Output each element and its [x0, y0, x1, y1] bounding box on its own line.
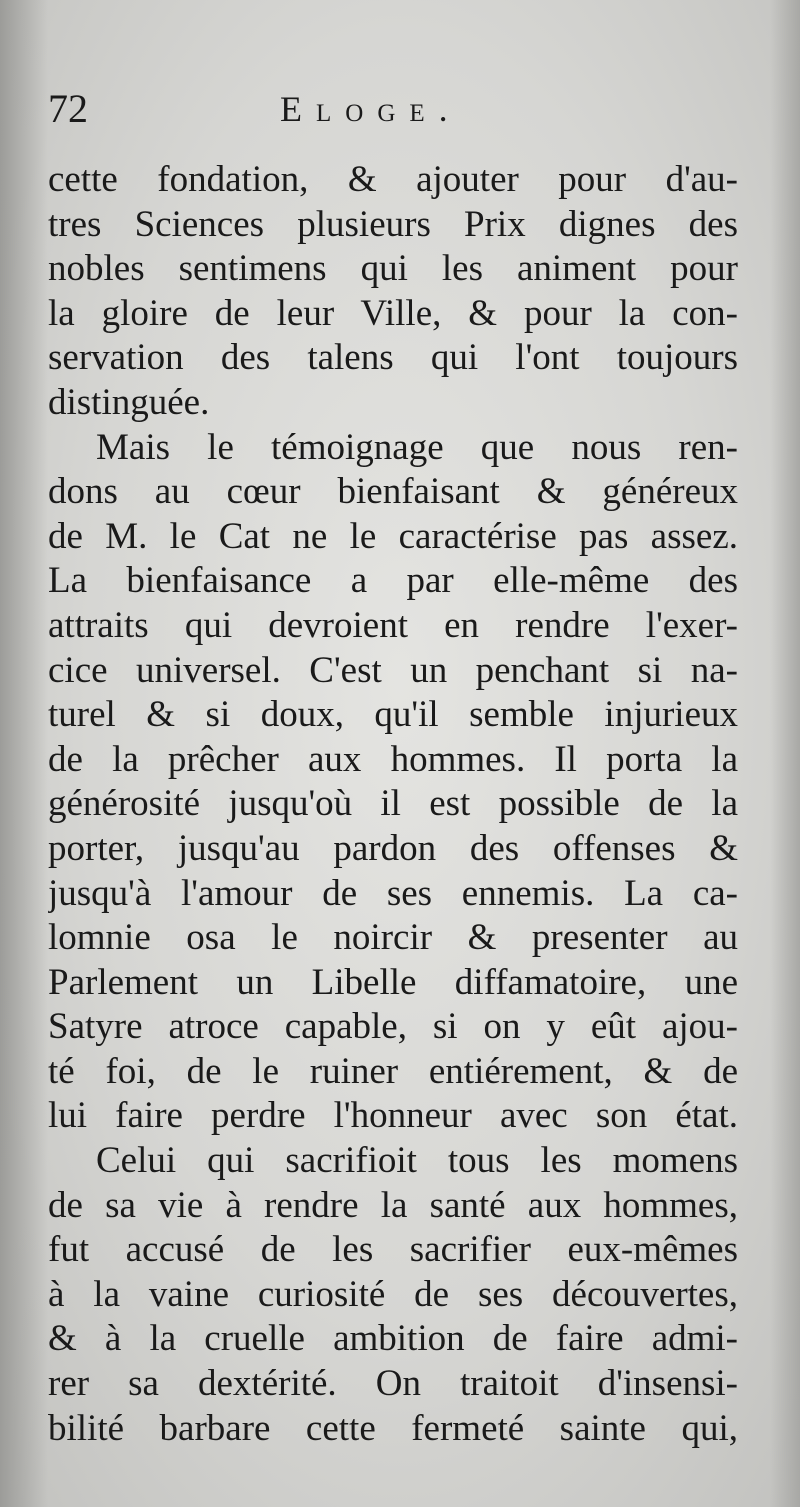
text-line: lomnie osa le noircir & presenter au: [48, 917, 738, 959]
text-line: attraits qui devroient en rendre l'exer-: [48, 604, 738, 646]
text-line: Parlement un Libelle diffamatoire, une: [48, 961, 738, 1003]
text-line: & à la cruelle ambition de faire admi-: [48, 1318, 738, 1360]
text-line: de la prêcher aux hommes. Il porta la: [48, 738, 738, 780]
text-line: de sa vie à rendre la santé aux hommes,: [48, 1184, 738, 1226]
text-line: fut accusé de les sacrifier eux-mêmes: [48, 1229, 738, 1271]
text-line: distinguée.: [48, 381, 210, 423]
edge-shadow: [770, 0, 800, 1507]
text-line: bilité barbare cette fermeté sainte qui,: [48, 1407, 738, 1449]
text-line: la gloire de leur Ville, & pour la con-: [48, 292, 738, 334]
text-line: dons au cœur bienfaisant & généreux: [48, 471, 738, 513]
text-line: servation des talens qui l'ont toujours: [48, 337, 738, 379]
text-line: de M. le Cat ne le caractérise pas assez.: [48, 515, 738, 557]
text-line: Mais le témoignage que nous ren-: [96, 426, 738, 468]
text-line: jusqu'à l'amour de ses ennemis. La ca-: [48, 872, 738, 914]
text-line: turel & si doux, qu'il semble injurieux: [48, 694, 738, 736]
text-line: cette fondation, & ajouter pour d'au-: [48, 159, 738, 200]
text-line: rer sa dextérité. On traitoit d'insensi-: [48, 1363, 738, 1405]
text-line: Celui qui sacrifioit tous les momens: [96, 1140, 738, 1182]
text-line: porter, jusqu'au pardon des offenses &: [48, 827, 738, 869]
text-line: générosité jusqu'où il est possible de la: [48, 783, 738, 825]
text-line: La bienfaisance a par elle-même des: [48, 560, 738, 602]
gutter-shadow: [0, 0, 48, 1507]
text-line: nobles sentimens qui les animent pour: [48, 248, 738, 290]
text-line: tres Sciences plusieurs Prix dignes des: [48, 203, 738, 245]
text-line: lui faire perdre l'honneur avec son état.: [48, 1095, 738, 1137]
text-line: à la vaine curiosité de ses découvertes,: [48, 1273, 738, 1315]
body-text: [48, 158, 738, 1451]
running-head: [48, 84, 748, 134]
page-number: 72: [48, 86, 88, 131]
text-line: té foi, de le ruiner entiérement, & de: [48, 1050, 738, 1092]
text-line: cice universel. C'est un penchant si na-: [48, 649, 738, 691]
running-title: Eloge.: [280, 89, 462, 129]
text-line: Satyre atroce capable, si on y eût ajou-: [48, 1006, 738, 1048]
